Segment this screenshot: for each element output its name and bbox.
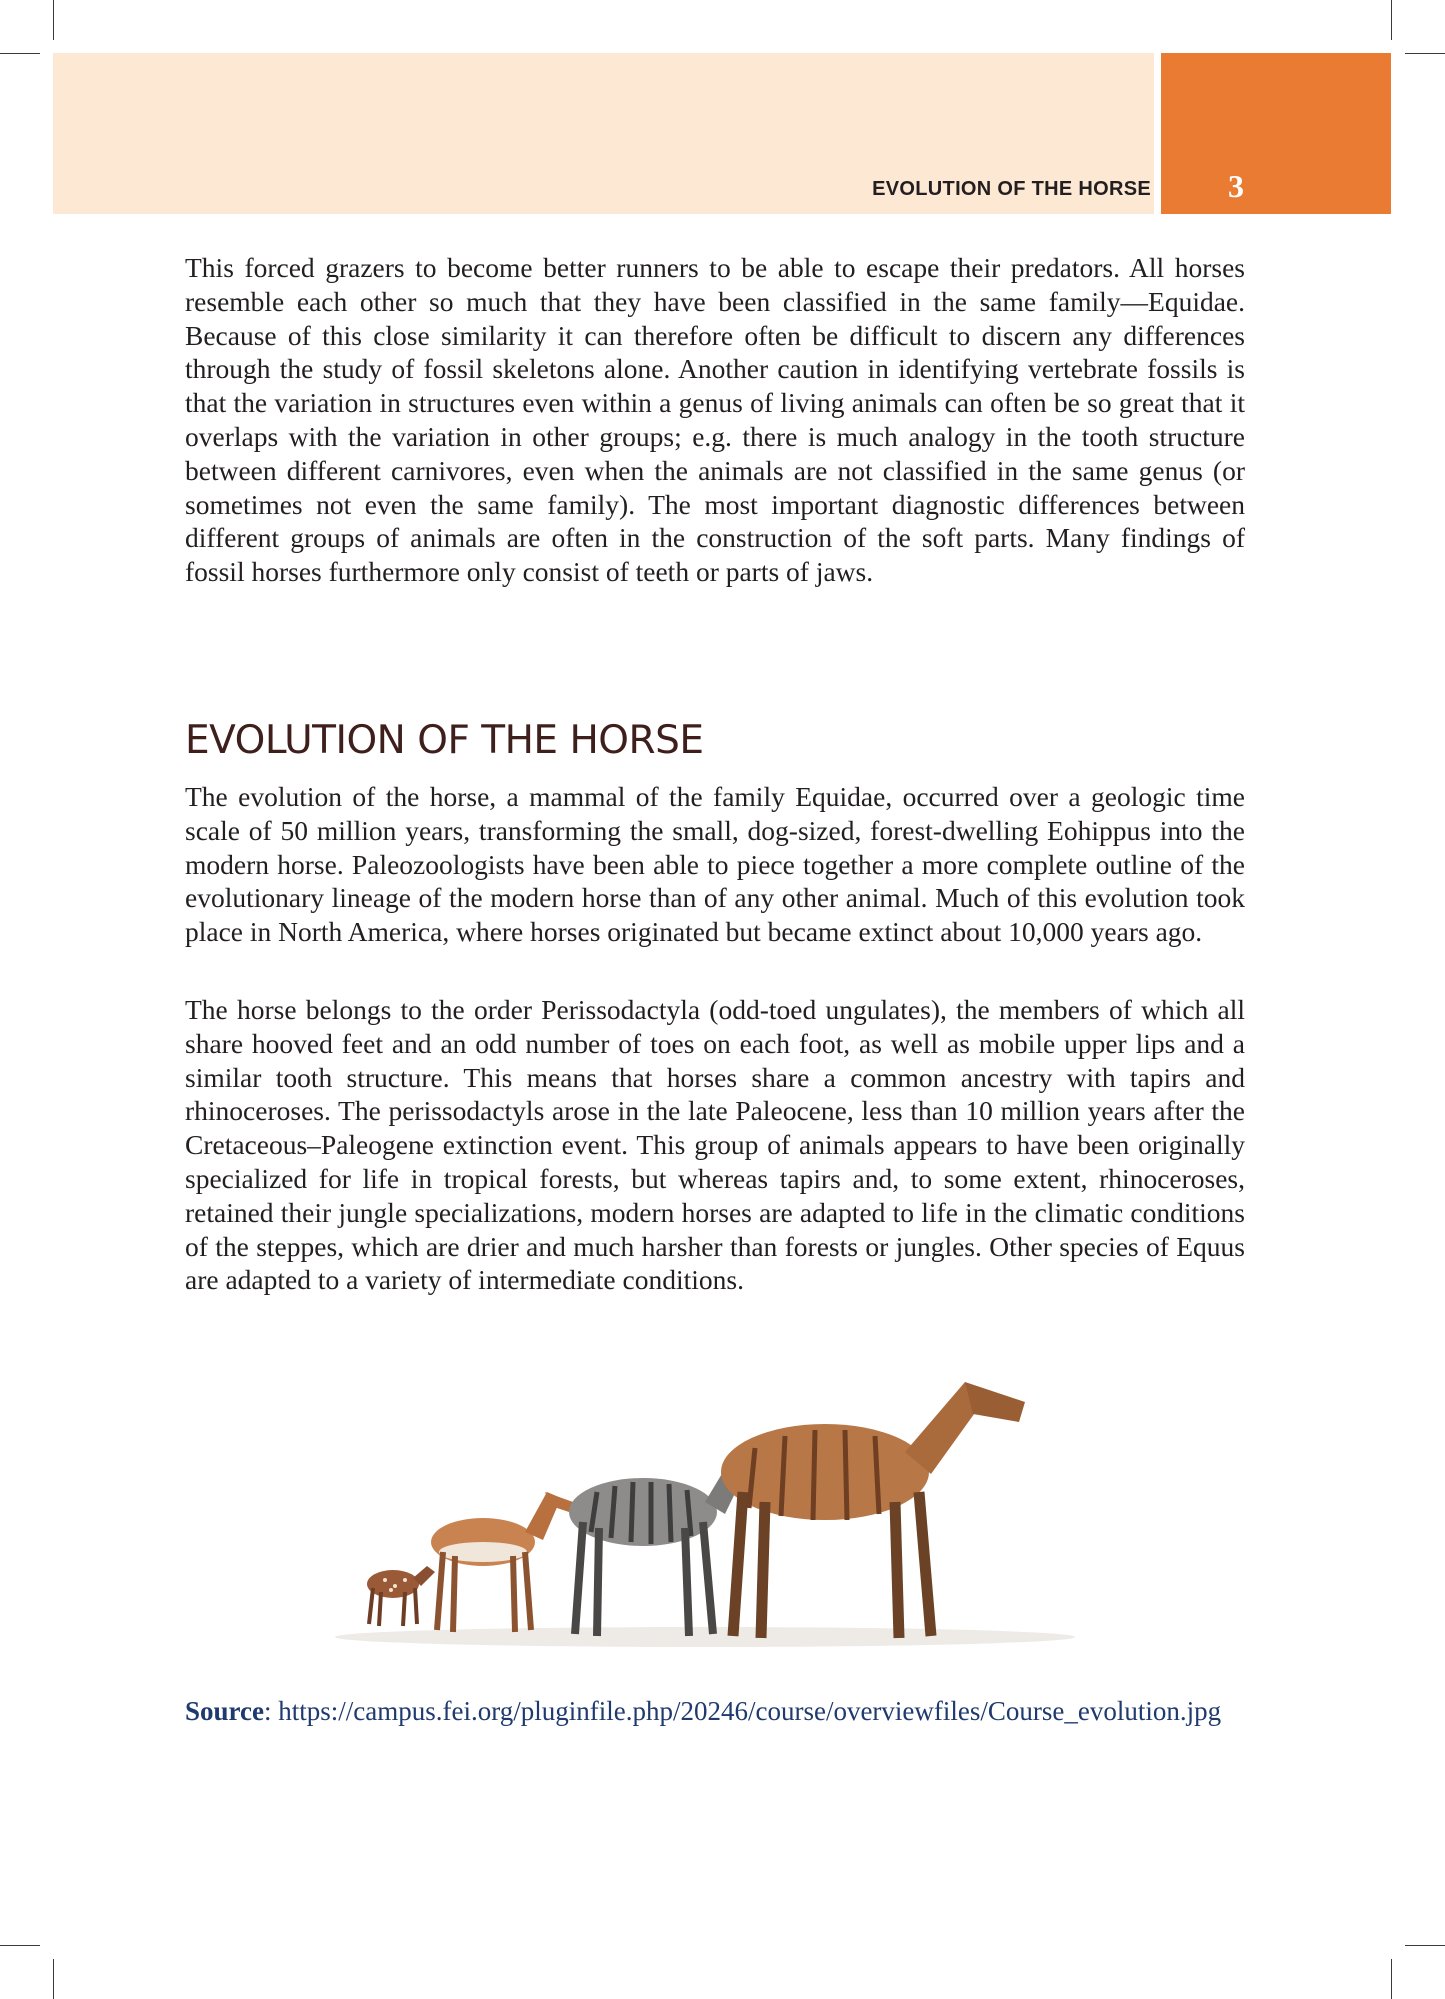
- source-link[interactable]: https://campus.fei.org/pluginfile.php/20246/course/overviewfiles/Course_evolution.jpg: [278, 1696, 1222, 1726]
- crop-mark: [53, 0, 54, 40]
- crop-mark: [1405, 53, 1445, 54]
- evolution-paragraph: The evolution of the horse, a mammal of the family Equidae, occurred over a geologic time scale of 50 million years, transforming the small, dog-sized, forest-dwelling Eohippus into the modern horse. Paleozoologists have been able to piece together a more complete outline of the evolutionary lineage of the modern horse than of any other animal. Much of this evolution took place in North America, where horses originated but became extinct about 10,000 years ago.: [185, 781, 1245, 948]
- crop-mark: [53, 1959, 54, 1999]
- horse-evolution-illustration: [325, 1352, 1090, 1657]
- crop-mark: [1391, 0, 1392, 40]
- source-label: Source: [185, 1696, 264, 1726]
- crop-mark: [0, 1945, 40, 1946]
- page-number: 3: [1228, 168, 1244, 204]
- crop-mark: [1405, 1945, 1445, 1946]
- perissodactyla-paragraph: The horse belongs to the order Perissodactyla (odd-toed ungulates), the members of which all share hooved feet and an odd number of toes on each foot, as well as mobile upper lips and a similar tooth structure. This means that horses share a common ancestry with tapirs and rhinoceroses. The perissodactyls arose in the late Paleocene, less than 10 million years after the Cretaceous–Paleogene extinction event. This group of animals appears to have been originally specialized for life in tropical forests, but whereas tapirs and, to some extent, rhinoceroses, retained their jungle specializations, modern horses are adapted to life in the climatic conditions of the steppes, which are drier and much harsher than forests or jungles. Other species of Equus are adapted to a variety of intermediate conditions.: [185, 994, 1245, 1296]
- eohippus-figure: [367, 1566, 435, 1626]
- section-heading: EVOLUTION OF THE HORSE: [185, 718, 704, 763]
- mesohippus-figure: [431, 1492, 573, 1632]
- crop-mark: [0, 53, 40, 54]
- crop-mark: [1391, 1959, 1392, 1999]
- figure-source: Source: https://campus.fei.org/pluginfile.php/20246/course/overviewfiles/Course_evolution.jpg: [185, 1696, 1222, 1726]
- running-head: EVOLUTION OF THE HORSE: [872, 178, 1151, 200]
- intro-paragraph: This forced grazers to become better runners to be able to escape their predators. All horses resemble each other so much that they have been classified in the same family—Equidae. Because of this close similarity it can therefore often be difficult to discern any differences through the study of fossil skeletons alone. Another caution in identifying vertebrate fossils is that the variation in structures even within a genus of living animals can often be so great that it overlaps with the variation in other groups; e.g. there is much analogy in the tooth structure between different carnivores, even when the animals are not classified in the same genus (or sometimes not even the same family). The most important diagnostic differences between different groups of animals are often in the construction of the soft parts. Many findings of fossil horses furthermore only consist of teeth or parts of jaws.: [185, 252, 1245, 588]
- equus-figure: [721, 1382, 1025, 1638]
